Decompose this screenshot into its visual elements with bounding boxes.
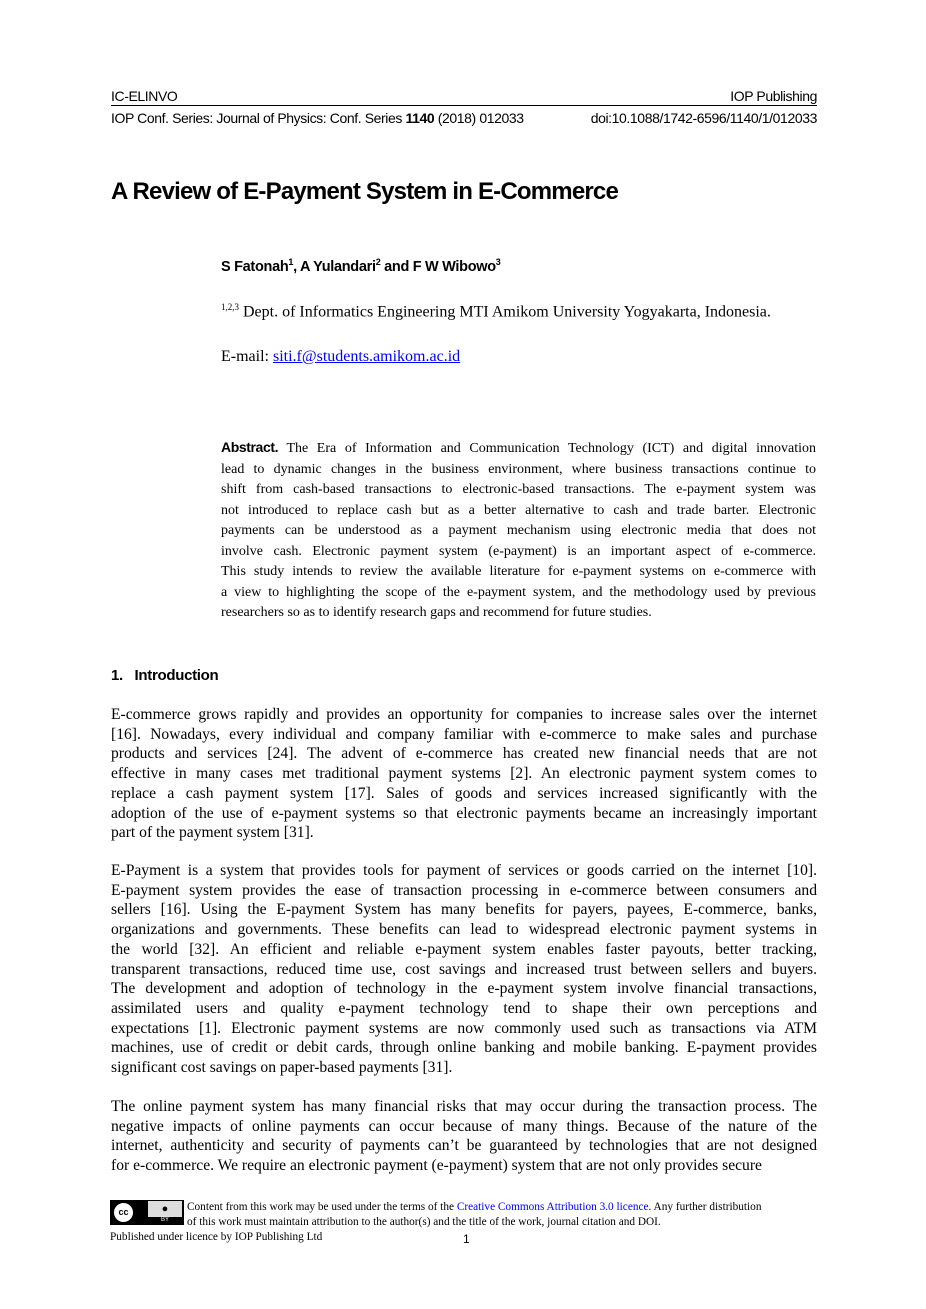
text-line: involve cash. Electronic payment system (e-payment) is an important aspect of e-commerce. <box>221 543 816 559</box>
text-line: expectations [1]. Electronic payment systems are now commonly used such as transactions via ATM <box>111 1019 817 1037</box>
licence-link[interactable]: Creative Commons Attribution 3.0 licence <box>456 1201 649 1213</box>
running-header <box>111 88 817 104</box>
licence-text-part: . Any further distribution <box>648 1201 762 1213</box>
authors <box>221 257 501 275</box>
paragraph <box>111 1097 817 1176</box>
author: S Fatonah <box>221 258 289 275</box>
text-line: assimilated users and quality e-payment technology tend to shape their own perceptions and <box>111 999 817 1017</box>
text-line: replace a cash payment system [17]. Sales of goods and services increased significantly with the <box>111 784 817 802</box>
journal-line <box>111 110 817 126</box>
text-line: negative impacts of online payments can occur because of many things. Because of the nature of the <box>111 1117 817 1135</box>
text-line: E-commerce grows rapidly and provides an opportunity for companies to increase sales over the internet <box>111 706 817 723</box>
text-line: internet, authenticity and security of payments can’t be guaranteed by technologies that are not designed <box>111 1137 817 1155</box>
text-line: researchers so as to identify research gaps and recommend for future studies. <box>221 605 652 620</box>
text-line: a view to highlighting the scope of the e-payment system, and the methodology used by previous <box>221 584 816 600</box>
abstract-label: Abstract. <box>221 439 279 455</box>
licence-text <box>187 1200 817 1230</box>
licence-text-part: of this work must maintain attribution to the author(s) and the title of the work, journal citation and DOI. <box>187 1216 661 1228</box>
publisher-name: IOP Publishing <box>730 88 817 104</box>
by-label: BY <box>160 1217 169 1223</box>
text-line: part of the payment system [31]. <box>111 824 314 842</box>
text-line: not introduced to replace cash but as a better alternative to cash and trade barter. Electronic <box>221 502 816 518</box>
text-line: This study intends to review the available literature for e-payment systems on e-commerce with <box>221 564 816 579</box>
series-name: IOP Conf. Series: Journal of Physics: Conf. Series <box>111 110 406 126</box>
cc-icon: cc <box>113 1202 134 1223</box>
text-line: effective in many cases met traditional payment systems [2]. An electronic payment system comes to <box>111 765 817 783</box>
paper-title: A Review of E-Payment System in E-Commerce <box>111 178 619 205</box>
doi: doi:10.1088/1742-6596/1140/1/012033 <box>590 110 817 126</box>
email-line <box>221 348 460 366</box>
author-affil-mark: 2 <box>375 257 381 267</box>
email-label: E-mail: <box>221 348 273 365</box>
text-line: organizations and governments. These benefits can lead to widespread electronic payment systems in <box>111 921 817 939</box>
text-line: products and services [24]. The advent of e-commerce has created new financial needs that are not <box>111 745 817 763</box>
text-line: sellers [16]. Using the E-payment System has many benefits for payers, payees, E-commerce, banks, <box>111 901 817 919</box>
person-icon: ● <box>148 1201 182 1217</box>
affiliation-mark: 1,2,3 <box>221 302 239 312</box>
volume: 1140 <box>405 110 435 126</box>
text-line: adoption of the use of e-payment systems so that electronic payments became an increasingly important <box>111 804 817 822</box>
publisher-note: Published under licence by IOP Publishing Ltd <box>110 1231 323 1243</box>
email-link[interactable]: siti.f@students.amikom.ac.id <box>272 348 461 365</box>
text-line: payments can be understood as a payment mechanism using electronic media that does not <box>221 523 816 538</box>
text-line: for e-commerce. We require an electronic payment (e-payment) system that are not only provides secure <box>111 1157 762 1175</box>
author-affil-mark: 1 <box>288 257 294 267</box>
text-line: E-Payment is a system that provides tools for payment of services or goods carried on the internet [10]. <box>111 862 817 879</box>
text-line: [16]. Nowadays, every individual and company familiar with e-commerce to make sales and purchase <box>111 725 817 743</box>
series-year: (2018) 012033 <box>434 110 524 126</box>
abstract <box>221 437 816 624</box>
text-line: lead to dynamic changes in the business environment, where business transactions continue to <box>221 461 816 477</box>
section-heading: 1. Introduction <box>111 667 219 684</box>
text-line: shift from cash-based transactions to electronic-based transactions. The e-payment system was <box>221 482 816 497</box>
author: and F W Wibowo <box>380 258 496 275</box>
paragraph <box>111 861 817 1078</box>
text-line: The online payment system has many financial risks that may occur during the transaction process. The <box>111 1098 817 1115</box>
page-number: 1 <box>463 1232 470 1246</box>
text-line: significant cost savings on paper-based payments [31]. <box>111 1059 453 1077</box>
conference-name: IC-ELINVO <box>111 88 178 104</box>
text-line: transparent transactions, reduced time use, cost savings and increased trust between sellers and buyers. <box>111 960 817 978</box>
text-line <box>221 437 816 460</box>
author: , A Yulandari <box>293 258 376 275</box>
affiliation <box>221 302 771 321</box>
text-line: The development and adoption of technology in the e-payment system involve financial transactions, <box>111 980 817 998</box>
header-rule <box>111 105 817 106</box>
affiliation-text: Dept. of Informatics Engineering MTI Amikom University Yogyakarta, Indonesia. <box>239 303 771 321</box>
text-line: machines, use of credit or debit cards, through online banking and mobile banking. E-payment provides <box>111 1039 817 1057</box>
text-line: the world [32]. An efficient and reliable e-payment system enables faster payouts, better tracking, <box>111 940 817 958</box>
cc-by-badge <box>110 1200 184 1225</box>
text-line: E-payment system provides the ease of transaction processing in e-commerce between consumers and <box>111 881 817 899</box>
text-line-content: The Era of Information and Communication Technology (ICT) and digital innovation <box>278 441 816 456</box>
paragraph <box>111 705 817 843</box>
licence-text-part: Content from this work may be used under the terms of the <box>187 1201 457 1213</box>
author-affil-mark: 3 <box>495 257 501 267</box>
